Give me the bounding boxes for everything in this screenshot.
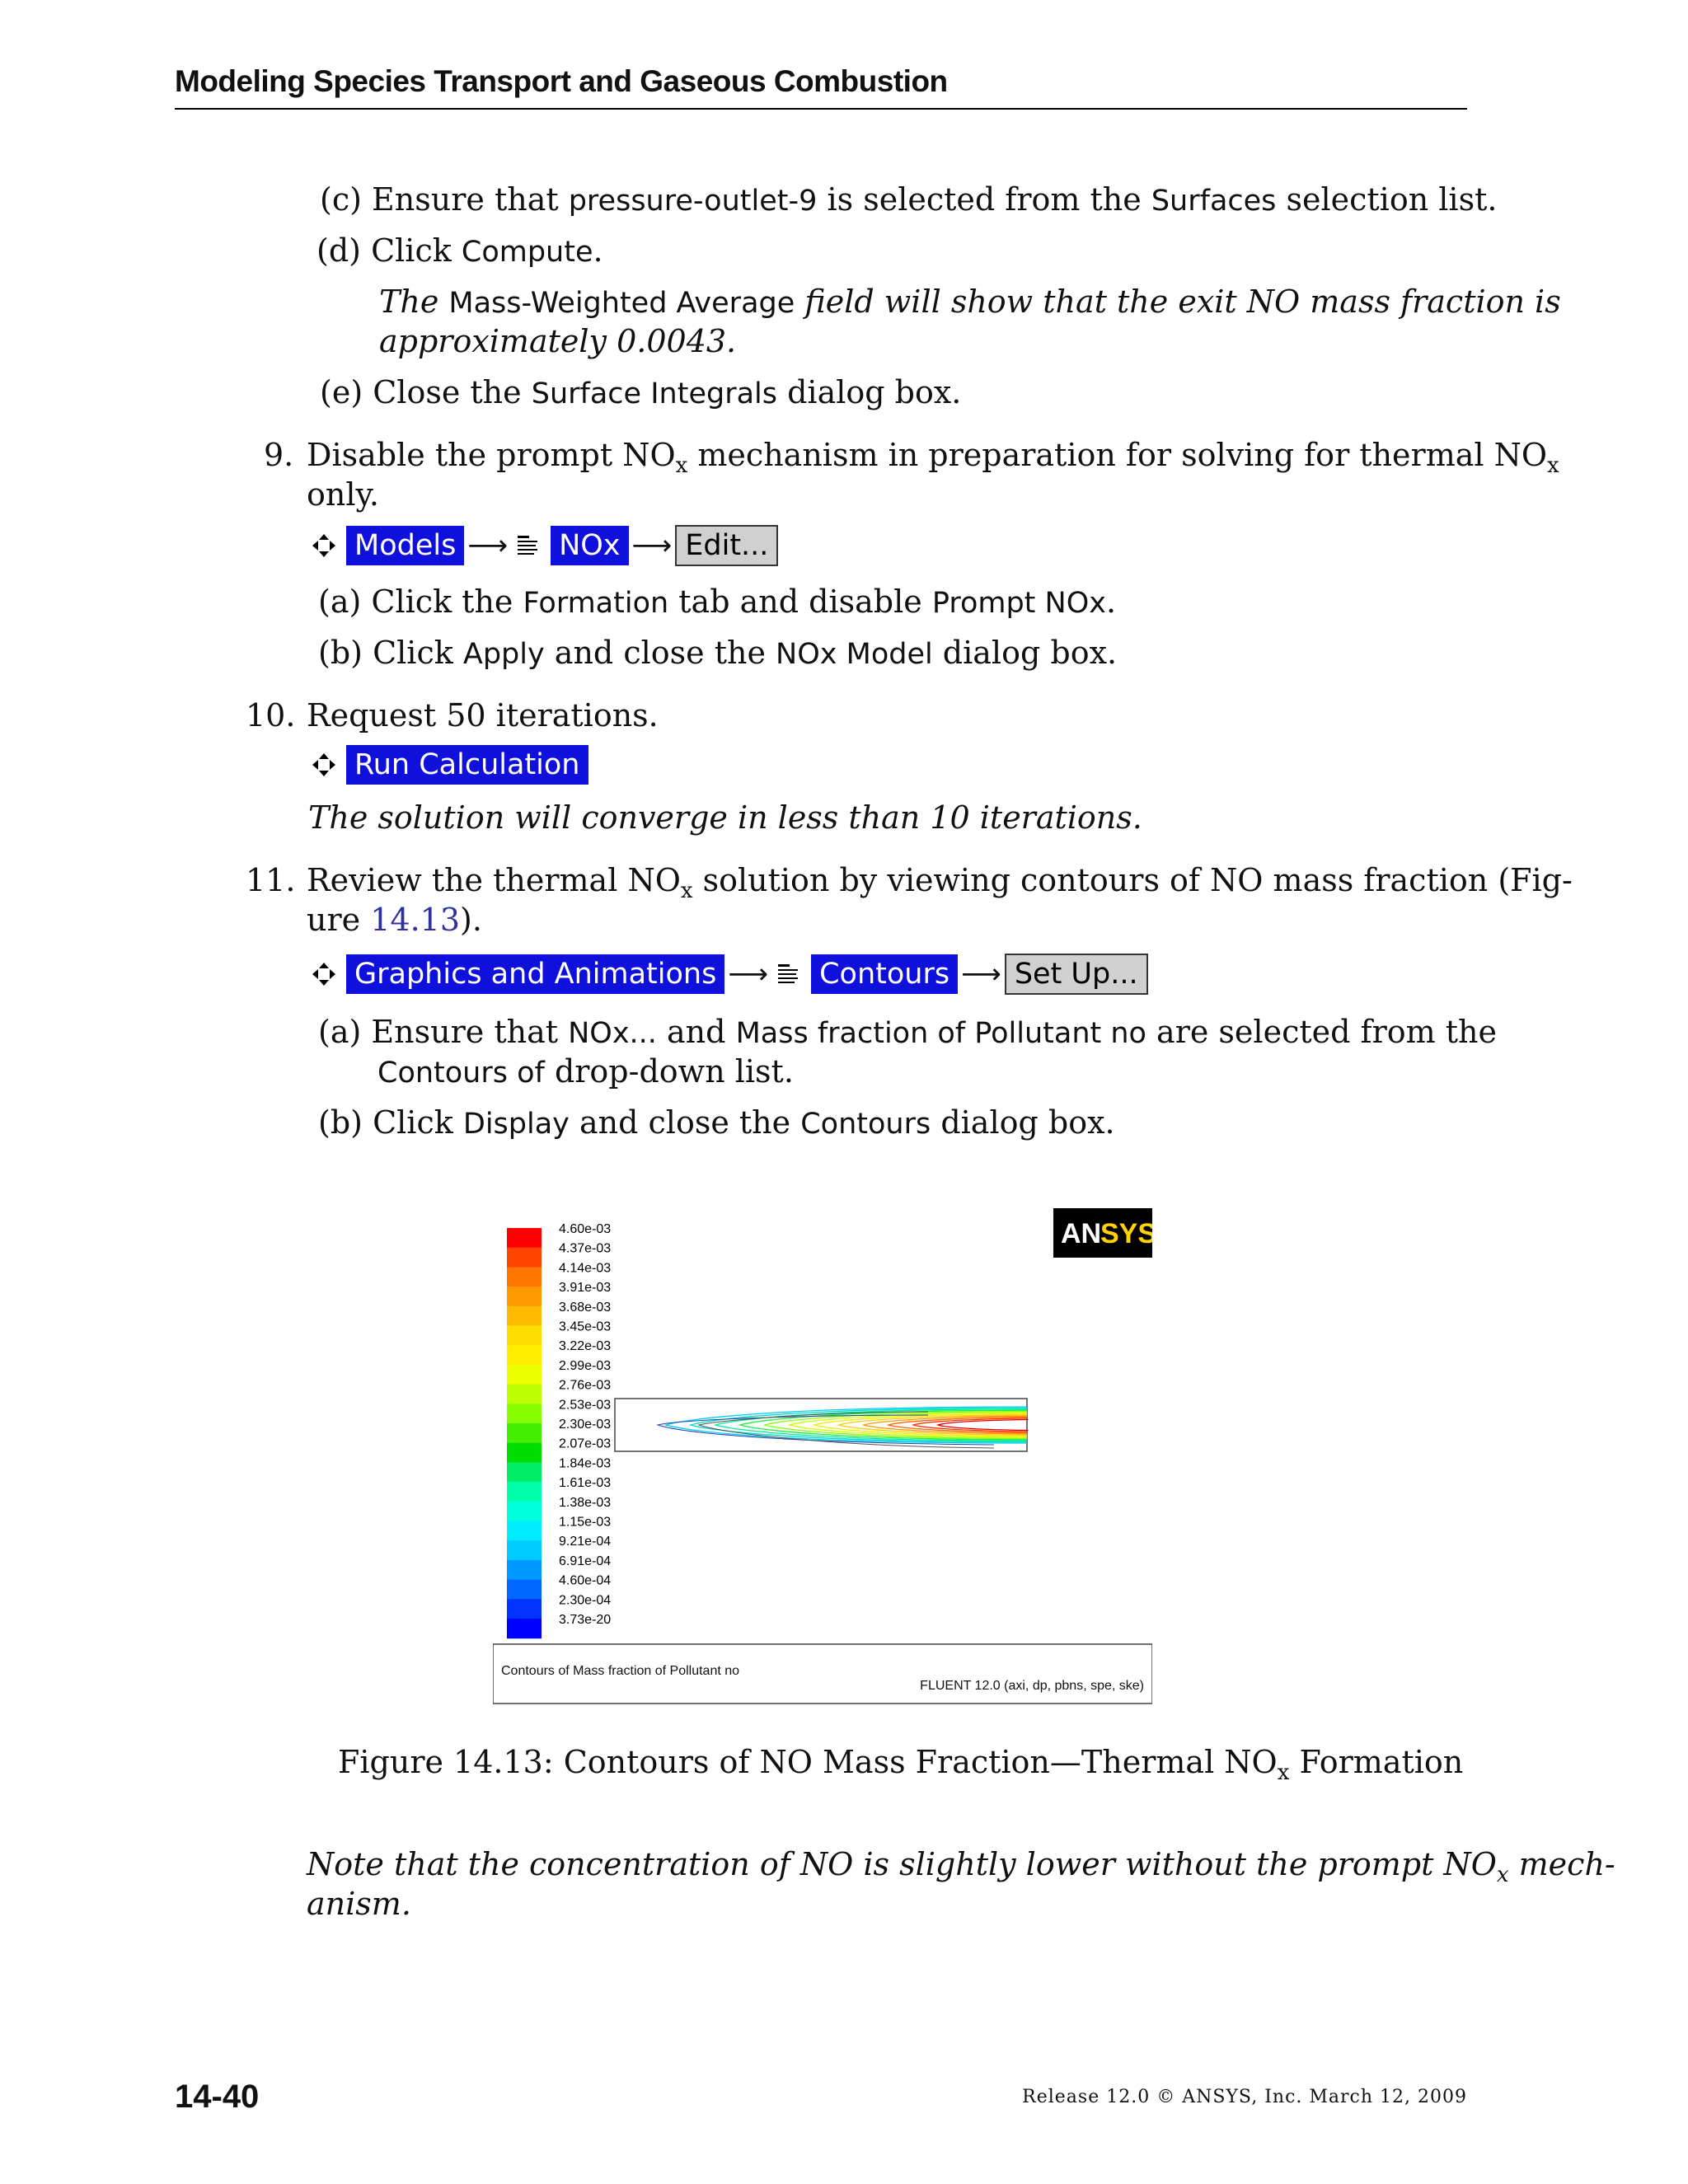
legend-label: 2.07e-03 [559, 1436, 612, 1451]
compute-note: The Mass-Weighted Average field will show that the exit NO mass fraction is [379, 284, 1561, 320]
step-11-number: 11. [246, 862, 296, 898]
nav-path-run [307, 743, 588, 786]
step-11-substep-a-line2: Contours of drop-down list. [377, 1053, 794, 1090]
step-10-text: Request 50 iterations. [307, 697, 659, 733]
graphics-and-animations-link[interactable]: Graphics and Animations [346, 954, 724, 994]
contour-figure [493, 1195, 1152, 1706]
legend-swatch [507, 1248, 542, 1268]
legend-label: 4.60e-04 [559, 1573, 612, 1588]
step-10-note: The solution will converge in less than 10 iterations. [308, 799, 1142, 836]
models-link[interactable]: Models [346, 526, 464, 565]
list-icon [516, 533, 541, 558]
legend-label: 3.45e-03 [559, 1319, 612, 1334]
step-9-substep-a: (a) Click the Formation tab and disable Prompt NOx. [318, 583, 1117, 620]
legend-label: 1.15e-03 [559, 1515, 612, 1530]
contour-lines [658, 1407, 1028, 1448]
step-9-text: Disable the prompt $NO_x$ mechanism in preparation for solving for thermal $NO_x$ [307, 437, 1559, 478]
step-9-number: 9. [264, 437, 294, 473]
navigation-pane-icon [312, 533, 336, 558]
legend-label: 9.21e-04 [559, 1535, 612, 1549]
navigation-pane-icon [312, 962, 336, 987]
legend-label: 3.73e-20 [559, 1613, 612, 1627]
legend-swatch [507, 1521, 542, 1541]
set-up-button[interactable]: Set Up... [1005, 954, 1148, 995]
contours-link[interactable]: Contours [811, 954, 958, 994]
arrow-icon: ⟶ [728, 958, 769, 991]
substep-e: (e) Close the Surface Integrals dialog box. [320, 374, 962, 410]
substep-c: (c) Ensure that pressure-outlet-9 is selected from the Surfaces selection list. [320, 181, 1498, 218]
legend-swatch [507, 1228, 542, 1248]
closing-note: Note that the concentration of NO is slightly lower without the prompt $NO_x$ mech- [307, 1846, 1615, 1887]
legend-label: 4.37e-03 [559, 1241, 612, 1256]
legend-swatch [507, 1267, 542, 1286]
edit-button[interactable]: Edit... [675, 525, 778, 566]
header-rule [175, 108, 1467, 110]
figure-caption: Figure 14.13: Contours of NO Mass Fraction—Thermal $NO_x$ Formation [338, 1744, 1464, 1785]
legend-label: 2.99e-03 [559, 1358, 612, 1373]
domain-outline [615, 1399, 1027, 1451]
legend-label: 2.30e-04 [559, 1593, 612, 1608]
release-info: Release 12.0 © ANSYS, Inc. March 12, 2009 [1022, 2087, 1467, 2107]
nox-link[interactable]: NOx [551, 526, 628, 565]
arrow-icon: ⟶ [467, 529, 509, 562]
legend-swatch [507, 1286, 542, 1306]
compute-note-line2: approximately 0.0043. [379, 323, 737, 359]
legend-label: 2.53e-03 [559, 1398, 612, 1413]
legend-swatch [507, 1462, 542, 1482]
legend-swatch [507, 1365, 542, 1385]
legend-swatch [507, 1326, 542, 1346]
legend-swatch [507, 1345, 542, 1365]
page-number: 14-40 [175, 2079, 260, 2115]
legend-swatch [507, 1599, 542, 1619]
contour-plot [493, 1195, 1152, 1706]
logo-text-sys: SYS [1100, 1218, 1152, 1249]
step-11-text-line2: ure 14.13). [307, 902, 482, 938]
legend-label: 3.91e-03 [559, 1281, 612, 1296]
legend-label: 3.68e-03 [559, 1300, 612, 1315]
legend-swatch [507, 1619, 542, 1638]
nav-path-models [307, 524, 778, 567]
step-10-number: 10. [246, 697, 296, 733]
legend-label: 2.76e-03 [559, 1378, 612, 1393]
legend-swatch [507, 1404, 542, 1423]
step-9-substep-b: (b) Click Apply and close the NOx Model dialog box. [318, 635, 1118, 671]
step-9-text-line2: only. [307, 476, 380, 513]
closing-note-line2: anism. [307, 1886, 411, 1922]
legend-swatch [507, 1540, 542, 1560]
contour-line [740, 1410, 1027, 1440]
legend-label: 2.30e-03 [559, 1418, 612, 1432]
navigation-pane-icon [312, 752, 336, 777]
plot-title: Contours of Mass fraction of Pollutant no [501, 1664, 740, 1678]
solver-info: FLUENT 12.0 (axi, dp, pbns, spe, ske) [920, 1679, 1144, 1693]
step-11-substep-a: (a) Ensure that NOx... and Mass fraction of Pollutant no are selected from the [318, 1014, 1497, 1050]
color-legend-labels [559, 1222, 611, 1627]
logo-text-an: AN [1061, 1218, 1102, 1249]
arrow-icon: ⟶ [631, 529, 673, 562]
legend-label: 1.38e-03 [559, 1495, 612, 1510]
running-header: Modeling Species Transport and Gaseous Combustion [175, 64, 948, 98]
arrow-icon: ⟶ [961, 958, 1001, 991]
legend-label: 6.91e-04 [559, 1554, 612, 1568]
run-calculation-link[interactable]: Run Calculation [346, 745, 588, 785]
step-11-text: Review the thermal $NO_x$ solution by viewing contours of NO mass fraction (Fig- [307, 862, 1573, 903]
legend-swatch [507, 1423, 542, 1443]
substep-d: (d) Click Compute. [316, 232, 603, 269]
legend-label: 4.14e-03 [559, 1261, 612, 1276]
legend-swatch [507, 1482, 542, 1502]
nav-path-contours [307, 953, 1148, 996]
legend-label: 3.22e-03 [559, 1339, 612, 1354]
color-legend [507, 1228, 542, 1638]
figure-reference-link[interactable]: 14.13 [370, 902, 461, 938]
list-icon [776, 962, 801, 987]
legend-swatch [507, 1502, 542, 1521]
legend-swatch [507, 1306, 542, 1326]
legend-swatch [507, 1385, 542, 1404]
legend-label: 1.84e-03 [559, 1456, 612, 1471]
legend-swatch [507, 1580, 542, 1600]
step-11-substep-b: (b) Click Display and close the Contours dialog box. [318, 1104, 1115, 1141]
legend-label: 4.60e-03 [559, 1222, 612, 1236]
legend-swatch [507, 1443, 542, 1463]
legend-label: 1.61e-03 [559, 1476, 612, 1491]
legend-swatch [507, 1560, 542, 1580]
